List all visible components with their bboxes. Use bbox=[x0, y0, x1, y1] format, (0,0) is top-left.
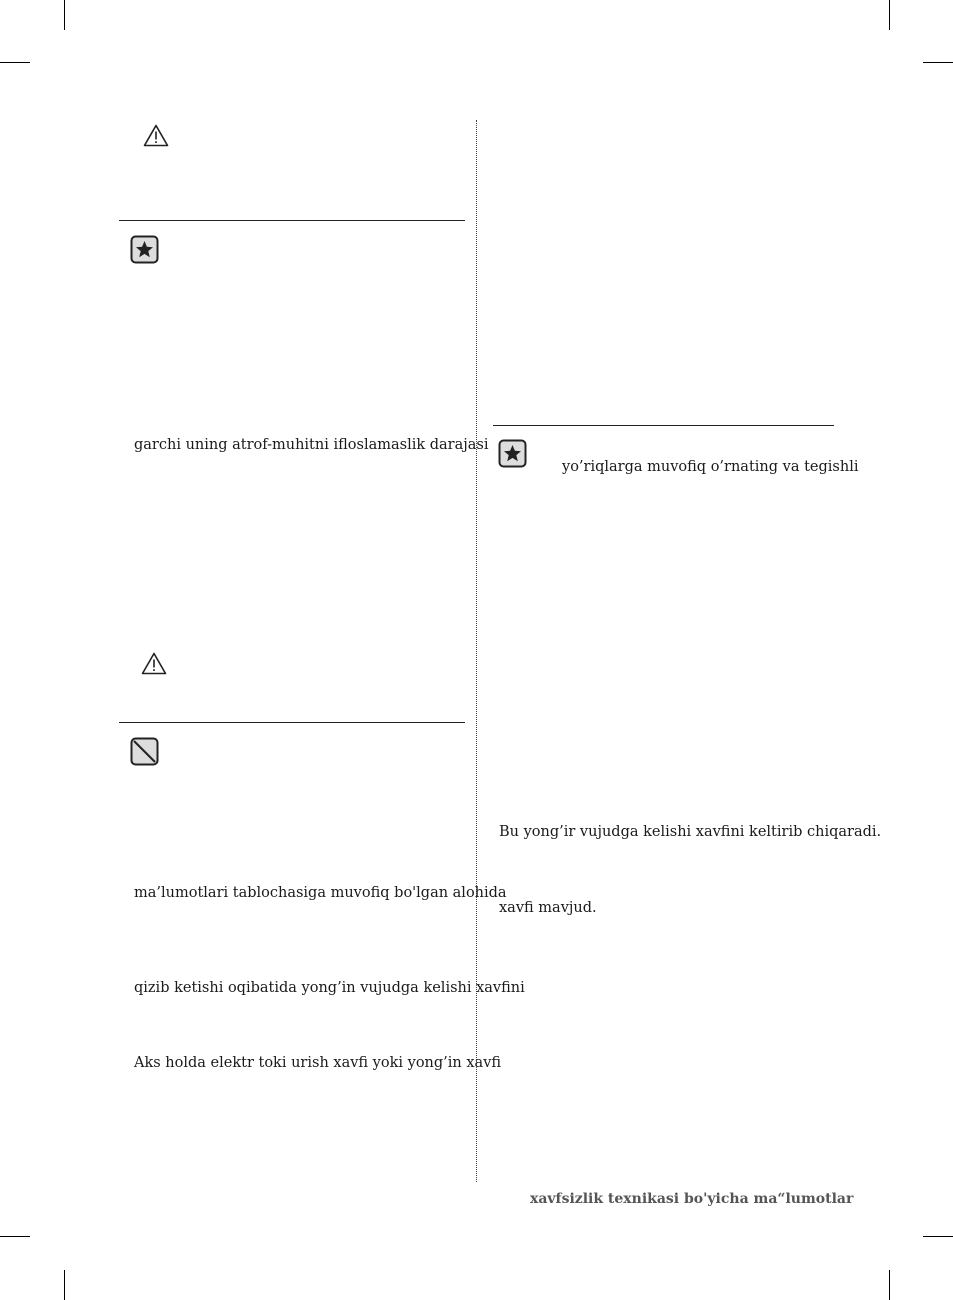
crop-mark-top-left bbox=[64, 0, 65, 30]
warning-triangle-icon bbox=[143, 124, 169, 151]
prohibited-icon bbox=[130, 737, 159, 770]
page-footer-title: xavfsizlik texnikasi bo'yicha ma“lumotlar bbox=[530, 1191, 854, 1207]
text-line: xavfi mavjud. bbox=[499, 900, 597, 916]
crop-mark-right-top bbox=[923, 62, 953, 63]
section-rule bbox=[119, 722, 465, 723]
section-rule bbox=[119, 220, 465, 221]
star-note-icon bbox=[130, 235, 159, 268]
text-line: ma’lumotlari tablochasiga muvofiq bo'lgan alohida bbox=[134, 885, 507, 901]
crop-mark-top-right bbox=[889, 0, 890, 30]
text-line: Aks holda elektr toki urish xavfi yoki yong’in xavfi bbox=[134, 1055, 502, 1071]
crop-mark-bottom-left bbox=[64, 1270, 65, 1300]
crop-mark-right-bottom bbox=[923, 1236, 953, 1237]
section-rule bbox=[493, 425, 834, 426]
warning-triangle-icon bbox=[141, 652, 167, 679]
star-note-icon bbox=[498, 439, 527, 472]
text-line: Bu yong’ir vujudga kelishi xavfini keltirib chiqaradi. bbox=[499, 824, 882, 840]
crop-mark-left-bottom bbox=[0, 1236, 30, 1237]
crop-mark-bottom-right bbox=[889, 1270, 890, 1300]
column-divider bbox=[476, 120, 477, 1182]
text-line: qizib ketishi oqibatida yong’in vujudga kelishi xavfini bbox=[134, 980, 525, 996]
text-line: yo’riqlarga muvofiq o’rnating va tegishli bbox=[562, 459, 859, 475]
crop-mark-left-top bbox=[0, 62, 30, 63]
text-line: garchi uning atrof-muhitni ifloslamaslik darajasi bbox=[134, 437, 489, 453]
